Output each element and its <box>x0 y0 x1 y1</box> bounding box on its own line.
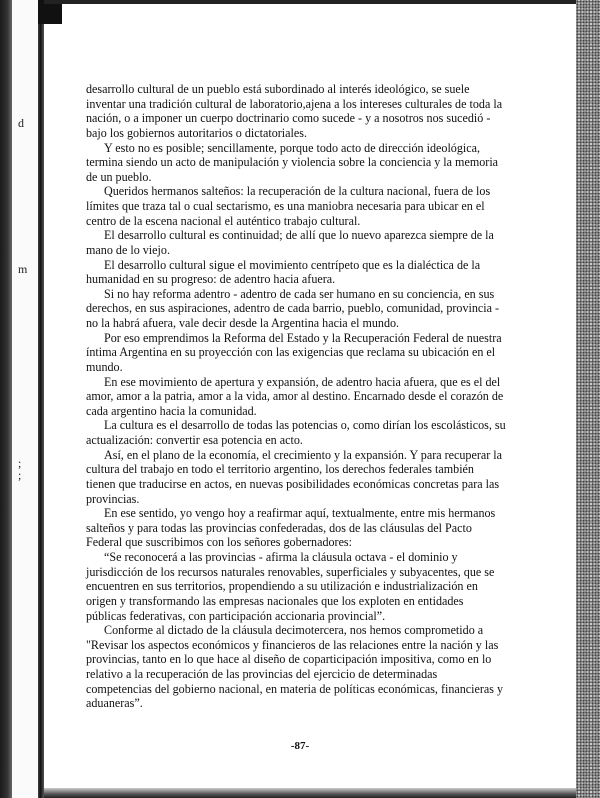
adjacent-fragment: d <box>18 116 24 130</box>
paragraph: El desarrollo cultural sigue el movimiento centrípeto que es la dialéctica de la humanidad en su progreso: de adentro hacia afuera. <box>86 257 481 287</box>
scanner-right-edge <box>576 0 600 798</box>
quoted-clause: “Se reconocerá a las provincias - afirma la cláusula octava - el dominio y jurisdicción de los recursos naturales renovables, superficiales y subyacentes, que se encuentren en sus territorios, propendiendo a su utilización e industrialización en origen y transformando las empresas nacionales que los exploten en entidades públicas federativas, con participación accionaria provincial”. <box>86 550 495 623</box>
paragraph: desarrollo cultural de un pueblo está subordinado al interés ideológico, se suele inventar una tradición cultural de laboratorio,ajena a los intereses culturales de toda la nación, o a imponer un cuerpo doctrinario como sucede - y a nosotros nos sucedió - bajo los gobiernos autoritarios o dictatoriales. <box>86 82 503 140</box>
paragraph: La cultura es el desarrollo de todas las potencias o, como dirían los escolásticos, su actualización: convertir esa potencia en acto. <box>86 418 506 447</box>
paragraph: Por eso emprendimos la Reforma del Estado y la Recuperación Federal de nuestra íntima Argentina en su proyección con las exigencias que reclama su ubicación en el mundo. <box>86 330 502 374</box>
paragraph: Y esto no es posible; sencillamente, porque todo acto de dirección ideológica, termina siendo un acto de manipulación y violencia sobre la conciencia y la memoria de un pueblo. <box>86 140 499 184</box>
book-spine-shadow <box>38 0 44 798</box>
paragraph: Queridos hermanos salteños: la recuperación de la cultura nacional, fuera de los límites que traza tal o cual sectarismo, es una maniobra necesaria para ubicar en el centro de la escena nacional el auténtico trabajo cultural. <box>86 184 491 228</box>
paragraph: Conforme al dictado de la cláusula decimotercera, nos hemos comprometido a "Revisar los aspectos económicos y financieros de las relaciones entre la nación y las provincias, tanto en lo que hace al diseño de coparticipación impositiva, como en lo relativo a la recuperación de las provincias del ejercicio de determinadas competencias del gobierno nacional, en materia de políticas económicas, financieras y aduaneras”. <box>86 623 504 711</box>
scanner-left-edge <box>0 0 12 798</box>
paragraph: En ese sentido, yo vengo hoy a reafirmar aquí, textualmente, entre mis hermanos salteños y para todas las provincias confederadas, dos de las cláusulas del Pacto Federal que suscribimos con los señores gobernadores: <box>86 506 496 550</box>
paragraph: En ese movimiento de apertura y expansión, de adentro hacia afuera, que es el del amor, amor a la patria, amor a la vida, amor al destino. Encarnado desde el corazón de cada argentino hacia la comunidad. <box>86 374 504 418</box>
page-top-border <box>44 0 576 4</box>
paragraph: Si no hay reforma adentro - adentro de cada ser humano en su conciencia, en sus derechos, en sus aspiraciones, adentro de cada barrio, pueblo, comunidad, provincia - no la habrá afuera, vale decir desde la Argentina hacia el mundo. <box>86 286 500 330</box>
adjacent-page-strip <box>12 0 40 798</box>
adjacent-fragment: ; <box>18 468 22 482</box>
paragraph: Así, en el plano de la economía, el crecimiento y la expansión. Y para recuperar la cultura del trabajo en todo el territorio argentino, los derechos federales también tienen que traducirse en actos, en nuevas posibilidades económicas concretas para las provincias. <box>86 447 503 506</box>
adjacent-fragment: ; <box>18 456 22 470</box>
adjacent-fragment: m <box>18 262 28 276</box>
paragraph: El desarrollo cultural es continuidad; de allí que lo nuevo aparezca siempre de la mano de lo viejo. <box>86 228 494 257</box>
page-bottom-edge <box>44 788 576 798</box>
document-body <box>86 82 506 711</box>
page-number: -87- <box>290 740 310 752</box>
